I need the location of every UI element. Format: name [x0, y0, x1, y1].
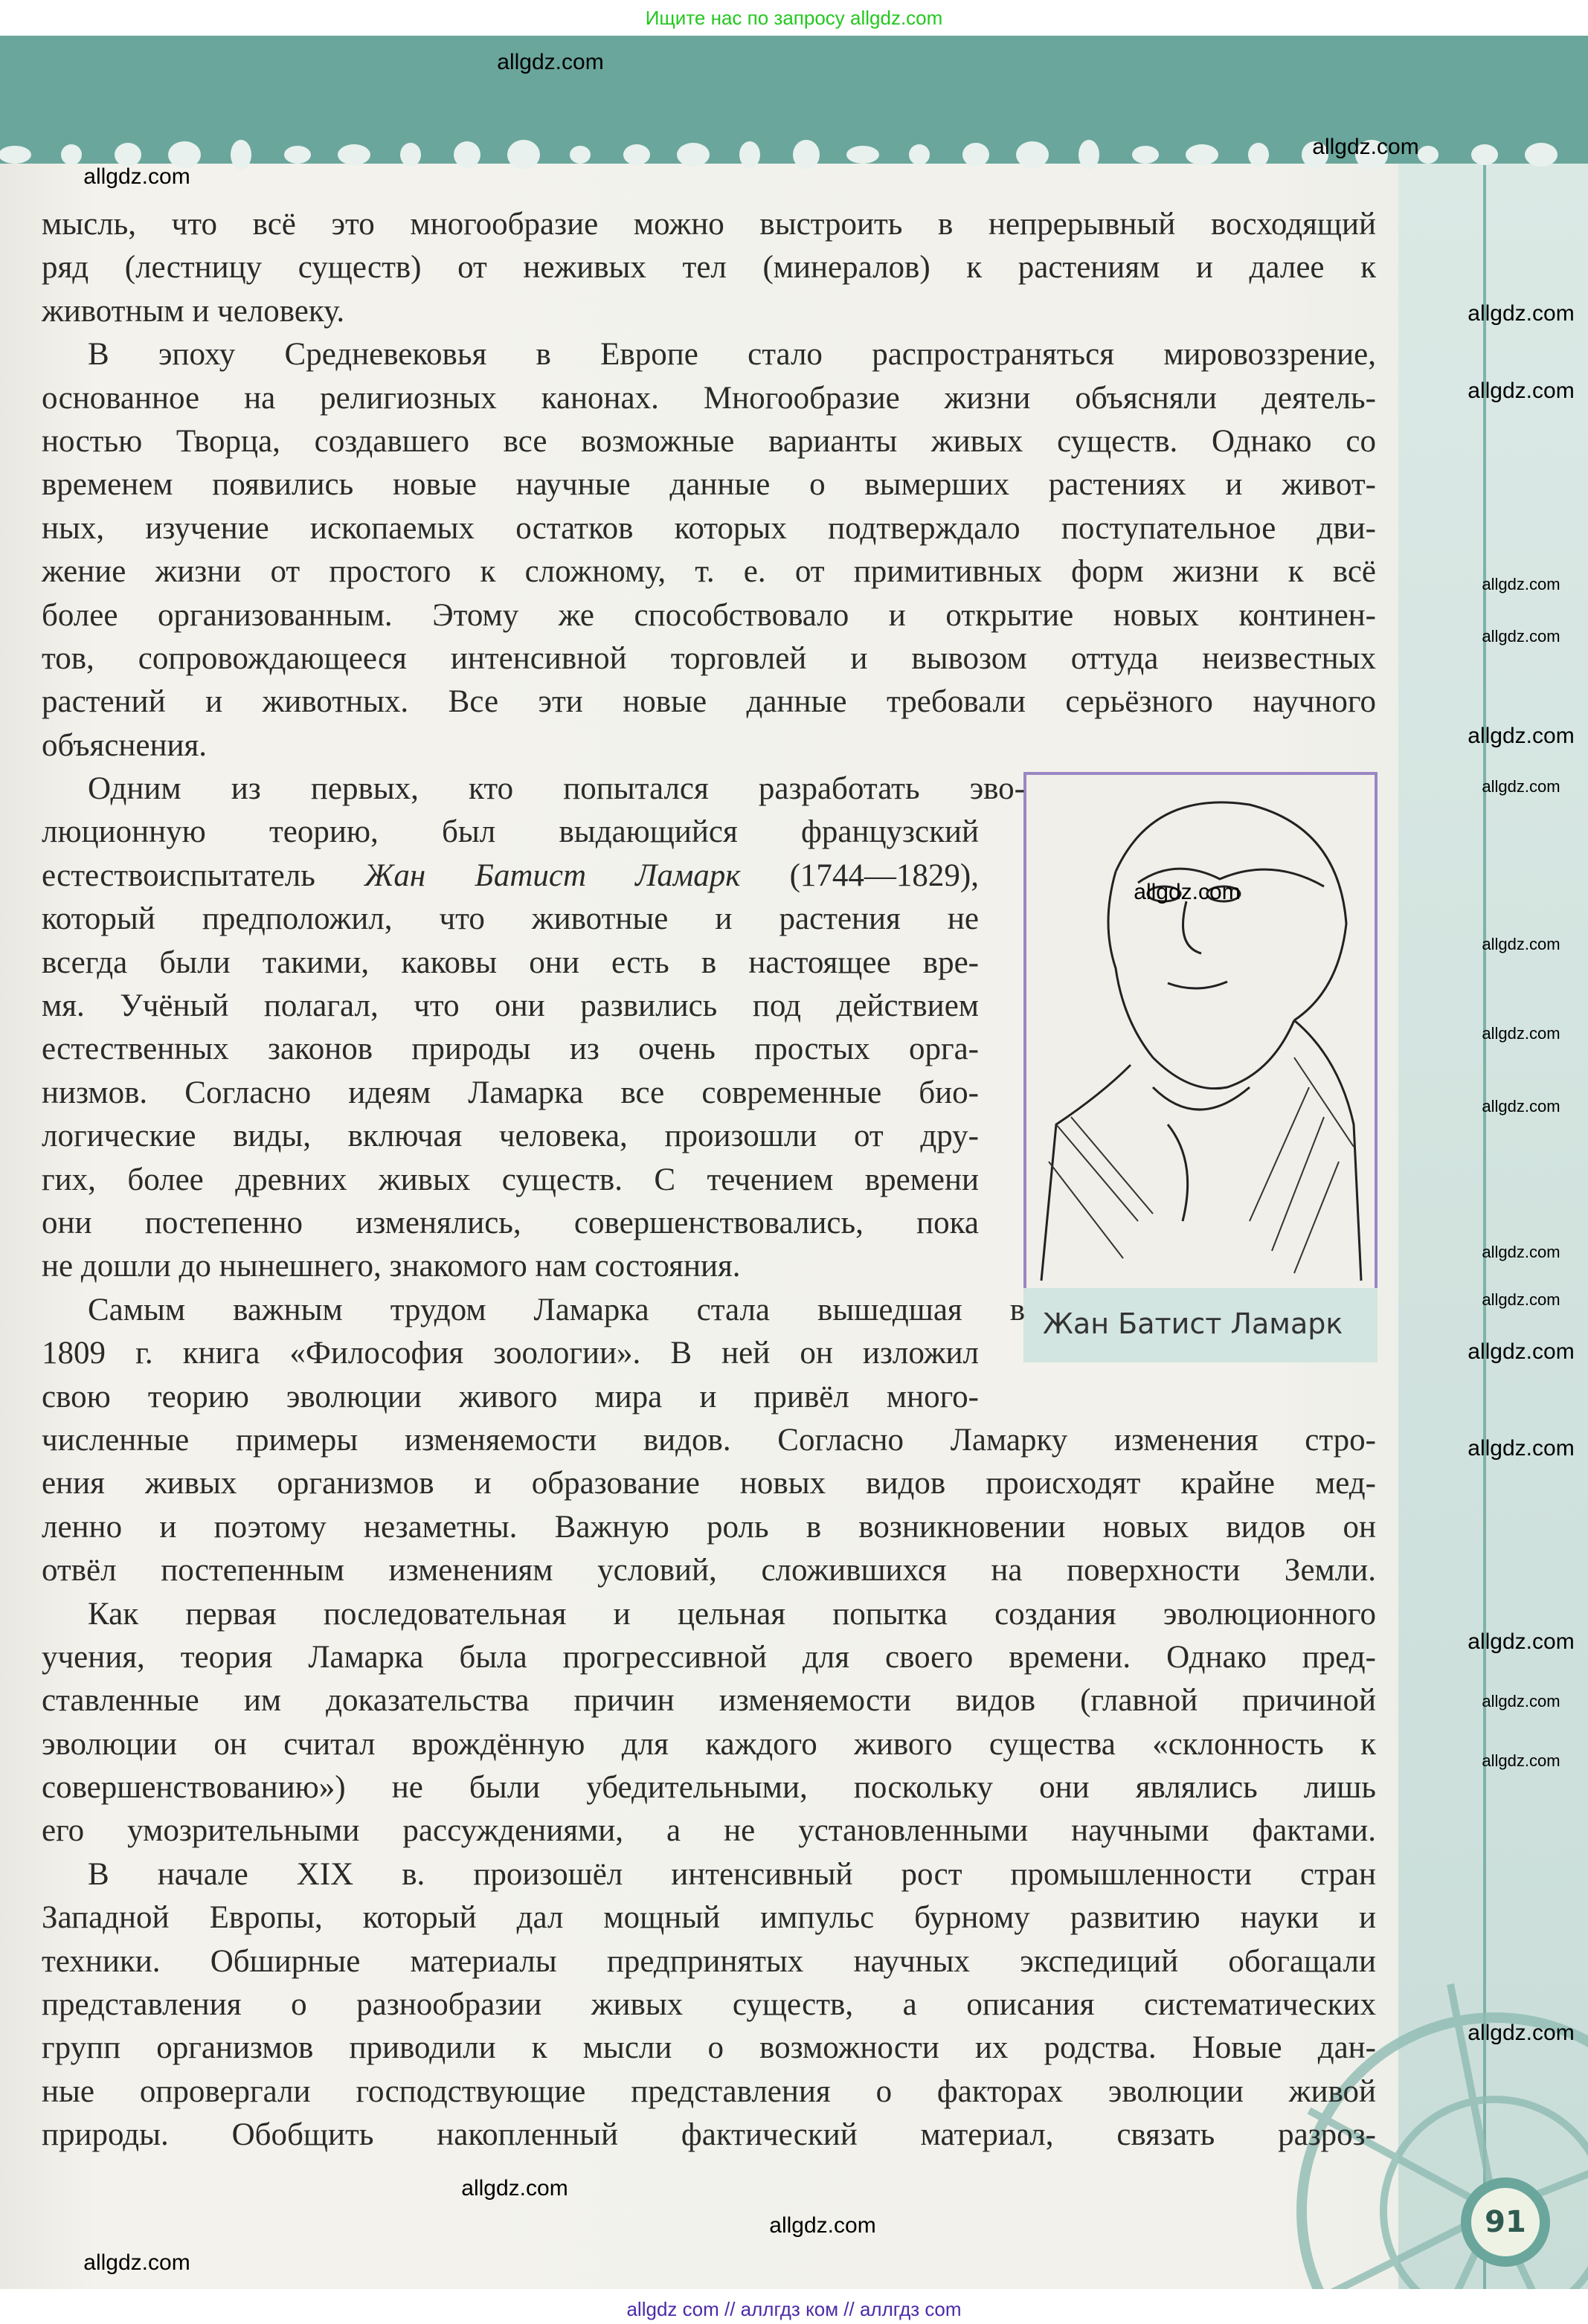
- animal-silhouette-icon: [1016, 141, 1049, 168]
- animal-silhouette-icon: [284, 146, 311, 164]
- text-segment: (1744—1829),: [740, 857, 980, 893]
- text-line: мысль, что всё это многообразие можно выстроить в непрерывный восходящий: [42, 207, 1376, 242]
- text-line: Как первая последовательная и цельная попытка создания эволюционного: [88, 1596, 1376, 1632]
- text-line: Одним из первых, кто попытался разработать эво-: [88, 771, 1025, 807]
- text-line: Самым важным трудом Ламарка стала вышедшая в: [88, 1292, 1025, 1327]
- watermark: allgdz.com: [1482, 777, 1560, 796]
- watermark: allgdz.com: [1482, 1243, 1560, 1261]
- text-line: учения, теория Ламарка была прогрессивной для своего времени. Однако пред-: [42, 1639, 1376, 1675]
- text-line: эволюции он считал врождённую для каждого живого существа «склонность к: [42, 1726, 1376, 1762]
- text-line: не дошли до нынешнего, знакомого нам состояния.: [42, 1249, 741, 1284]
- text-line: низмов. Согласно идеям Ламарка все современные био-: [42, 1075, 979, 1110]
- animal-silhouette-icon: [115, 143, 141, 167]
- text-line: его умозрительными рассуждениями, а не установленными научными фактами.: [42, 1813, 1376, 1849]
- animal-silhouette-icon: [1186, 144, 1218, 165]
- text-line: отвёл постепенным изменениям условий, сложившихся на поверхности Земли.: [42, 1553, 1376, 1589]
- footer-watermark: allgdz com // аллгдз ком // аллгдз com: [626, 2298, 962, 2320]
- animal-silhouette-icon: [909, 144, 930, 165]
- watermark: allgdz.com: [1312, 135, 1419, 159]
- text-line: всегда были такими, каковы они есть в настоящее вре-: [42, 944, 979, 980]
- text-line: основанное на религиозных канонах. Многообразие жизни объясняли деятель-: [42, 380, 1376, 416]
- text-line: ения живых организмов и образование новых видов происходят крайне мед-: [42, 1466, 1376, 1501]
- text-line: свою теорию эволюции живого мира и привёл много-: [42, 1379, 979, 1414]
- watermark: allgdz.com: [1482, 1024, 1560, 1043]
- text-line: логические виды, включая человека, произошли от дру-: [42, 1118, 979, 1154]
- page-number: 91: [1461, 2177, 1550, 2267]
- text-line: совершенствованию») не были убедительными, поскольку они являлись лишь: [42, 1770, 1376, 1806]
- text-line: природы. Обобщить накопленный фактический материал, связать разроз-: [42, 2117, 1376, 2153]
- watermark: allgdz.com: [497, 50, 604, 74]
- animal-silhouette-icon: [507, 140, 540, 170]
- text-line: ряд (лестницу существ) от неживых тел (минералов) к растениям и далее к: [42, 250, 1376, 286]
- text-line: [42, 854, 979, 898]
- text-line: растений и животных. Все эти новые данные требовали серьёзного научного: [42, 684, 1376, 720]
- text-line: гих, более древних живых существ. С течением времени: [42, 1162, 979, 1197]
- watermark: allgdz.com: [1482, 575, 1560, 593]
- scientist-name: Жан Батист Ламарк: [364, 857, 741, 893]
- watermark: allgdz.com: [1468, 1436, 1575, 1461]
- portrait-caption: Жан Батист Ламарк: [1043, 1307, 1343, 1340]
- search-banner: Ищите нас по запросу allgdz.com: [645, 7, 943, 29]
- text-line: жение жизни от простого к сложному, т. е. от примитивных форм жизни к всё: [42, 554, 1376, 590]
- text-line: мя. Учёный полагал, что они развились под действием: [42, 988, 979, 1024]
- text-line: В эпоху Средневековья в Европе стало распространяться мировоззрение,: [88, 337, 1376, 373]
- text-line: временем появились новые научные данные о вымерших растениях и живот-: [42, 467, 1376, 503]
- watermark: allgdz.com: [1134, 880, 1241, 904]
- watermark: allgdz.com: [1468, 2021, 1575, 2045]
- animal-silhouette-icon: [1248, 143, 1269, 167]
- watermark: allgdz.com: [1468, 301, 1575, 326]
- text-line: более организованным. Этому же способствовало и открытие новых континен-: [42, 597, 1376, 633]
- watermark: allgdz.com: [1482, 1290, 1560, 1309]
- text-line: естественных законов природы из очень простых орга-: [42, 1031, 979, 1067]
- watermark: allgdz.com: [769, 2213, 876, 2238]
- text-line: ные опровергали господствующие представления о факторах эволюции живой: [42, 2073, 1376, 2109]
- animal-silhouette-icon: [677, 143, 710, 167]
- animal-silhouette-icon: [570, 146, 591, 164]
- animal-silhouette-icon: [623, 144, 650, 165]
- watermark: allgdz.com: [83, 164, 190, 189]
- watermark: allgdz.com: [1482, 627, 1560, 646]
- watermark: allgdz.com: [1468, 1339, 1575, 1364]
- animal-silhouette-icon: [1079, 140, 1099, 170]
- watermark: allgdz.com: [1482, 1692, 1560, 1710]
- watermark: allgdz.com: [1482, 1097, 1560, 1116]
- text-line: групп организмов приводили к мысли о возможности их родства. Новые дан-: [42, 2030, 1376, 2066]
- text-line: который предположил, что животные и растения не: [42, 901, 979, 937]
- animal-silhouette-icon: [739, 141, 760, 168]
- watermark: allgdz.com: [1468, 379, 1575, 403]
- text-line: они постепенно изменялись, совершенствовались, пока: [42, 1205, 979, 1240]
- animal-silhouette-icon: [1418, 146, 1438, 164]
- animal-silhouette-icon: [61, 144, 82, 165]
- watermark: allgdz.com: [1482, 935, 1560, 953]
- text-line: люционную теорию, был выдающийся французский: [42, 814, 979, 850]
- text-line: техники. Обширные материалы предпринятых научных экспедиций обогащали: [42, 1943, 1376, 1979]
- text-line: ставленные им доказательства причин изменяемости видов (главной причиной: [42, 1683, 1376, 1719]
- watermark: allgdz.com: [1468, 1629, 1575, 1654]
- animal-silhouette-icon: [400, 143, 421, 167]
- textbook-page: [0, 36, 1588, 2289]
- text-line: животным и человеку.: [42, 293, 345, 329]
- watermark: allgdz.com: [461, 2176, 568, 2201]
- text-line: ностью Творца, создавшего все возможные варианты живых существ. Однако со: [42, 423, 1376, 459]
- animal-silhouette-icon: [454, 141, 480, 168]
- animal-silhouette-icon: [846, 146, 879, 164]
- text-line: тов, сопровождающееся интенсивной торговлей и вывозом оттуда неизвестных: [42, 640, 1376, 676]
- text-line: Западной Европы, который дал мощный импульс бурному развитию науки и: [42, 1900, 1376, 1936]
- animal-silhouette-icon: [1471, 144, 1498, 165]
- animal-silhouette-icon: [1525, 143, 1558, 167]
- text-line: В начале XIX в. произошёл интенсивный рост промышленности стран: [88, 1856, 1376, 1892]
- text-line: объяснения.: [42, 727, 208, 763]
- watermark: allgdz.com: [1482, 1751, 1560, 1770]
- animal-silhouette-icon: [793, 140, 820, 170]
- animal-silhouette-icon: [231, 140, 251, 170]
- text-segment: естествоиспытатель: [42, 857, 365, 893]
- animal-silhouette-icon: [962, 143, 989, 167]
- body-text: [42, 203, 1376, 2157]
- watermark: allgdz.com: [83, 2250, 190, 2275]
- animal-silhouette-icon: [338, 144, 370, 165]
- animal-silhouette-icon: [1132, 146, 1159, 164]
- text-line: численные примеры изменяемости видов. Согласно Ламарку изменения стро-: [42, 1422, 1376, 1458]
- watermark: allgdz.com: [1468, 724, 1575, 748]
- animal-silhouette-icon: [0, 146, 31, 164]
- text-line: 1809 г. книга «Философия зоологии». В ней он изложил: [42, 1336, 979, 1371]
- text-line: представления о разнообразии живых существ, а описания систематических: [42, 1987, 1376, 2023]
- text-line: ленно и поэтому незаметны. Важную роль в возникновении новых видов он: [42, 1509, 1376, 1545]
- text-line: ных, изучение ископаемых остатков которых подтверждало поступательное дви-: [42, 510, 1376, 546]
